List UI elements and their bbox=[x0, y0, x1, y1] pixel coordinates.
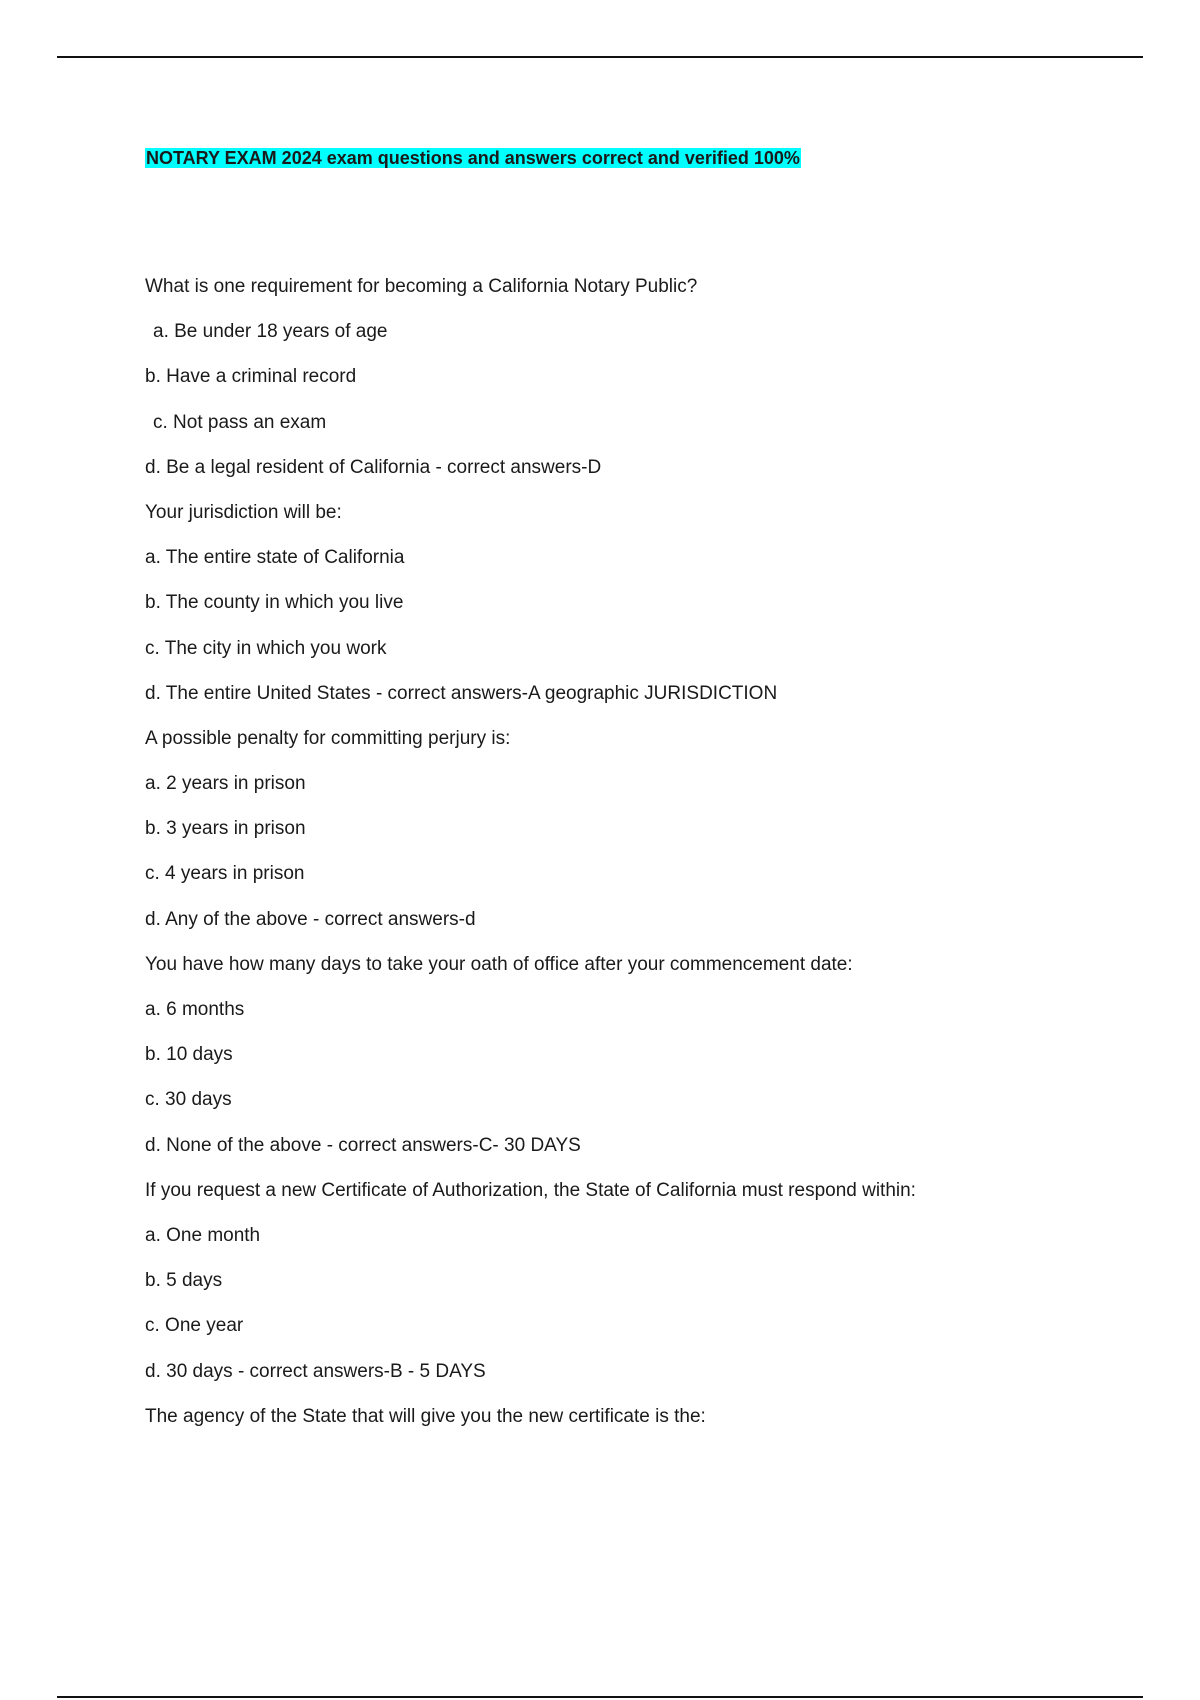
text-line: d. Any of the above - correct answers-d bbox=[145, 908, 476, 930]
text-line: A possible penalty for committing perjury is: bbox=[145, 727, 511, 749]
text-line: d. Be a legal resident of California - correct answers-D bbox=[145, 456, 602, 478]
document-title-text: NOTARY EXAM 2024 exam questions and answers correct and verified 100% bbox=[146, 148, 800, 168]
header-rule bbox=[57, 56, 1143, 58]
text-line: a. 6 months bbox=[145, 999, 245, 1020]
text-line: d. The entire United States - correct answers-A geographic JURISDICTION bbox=[145, 682, 778, 704]
text-line: d. 30 days - correct answers-B - 5 DAYS bbox=[145, 1360, 486, 1382]
text-line: b. 3 years in prison bbox=[145, 818, 306, 840]
text-line: b. 5 days bbox=[145, 1270, 223, 1292]
text-line: The agency of the State that will give you the new certificate is the: bbox=[145, 1405, 706, 1427]
text-line: a. The entire state of California bbox=[145, 547, 405, 569]
text-line: a. Be under 18 years of age bbox=[153, 321, 388, 343]
text-line: a. One month bbox=[145, 1224, 261, 1246]
text-line: c. 4 years in prison bbox=[145, 863, 305, 885]
text-line: c. The city in which you work bbox=[145, 637, 387, 659]
text-line: If you request a new Certificate of Authorization, the State of California must respond within: bbox=[145, 1179, 916, 1201]
text-line: b. The county in which you live bbox=[145, 592, 404, 614]
text-line: c. One year bbox=[145, 1315, 244, 1337]
text-line: d. None of the above - correct answers-C- 30 DAYS bbox=[145, 1134, 581, 1156]
text-line: You have how many days to take your oath of office after your commencement date: bbox=[145, 953, 853, 975]
text-line: b. Have a criminal record bbox=[145, 366, 357, 388]
text-line: a. 2 years in prison bbox=[145, 773, 306, 795]
question-list bbox=[145, 276, 1145, 1451]
text-line: b. 10 days bbox=[145, 1044, 233, 1066]
text-line: c. 30 days bbox=[145, 1089, 232, 1111]
document-title bbox=[145, 145, 801, 171]
text-line: c. Not pass an exam bbox=[153, 411, 327, 433]
footer-rule bbox=[57, 1696, 1143, 1698]
text-line: Your jurisdiction will be: bbox=[145, 501, 342, 523]
text-line: What is one requirement for becoming a California Notary Public? bbox=[145, 276, 698, 297]
